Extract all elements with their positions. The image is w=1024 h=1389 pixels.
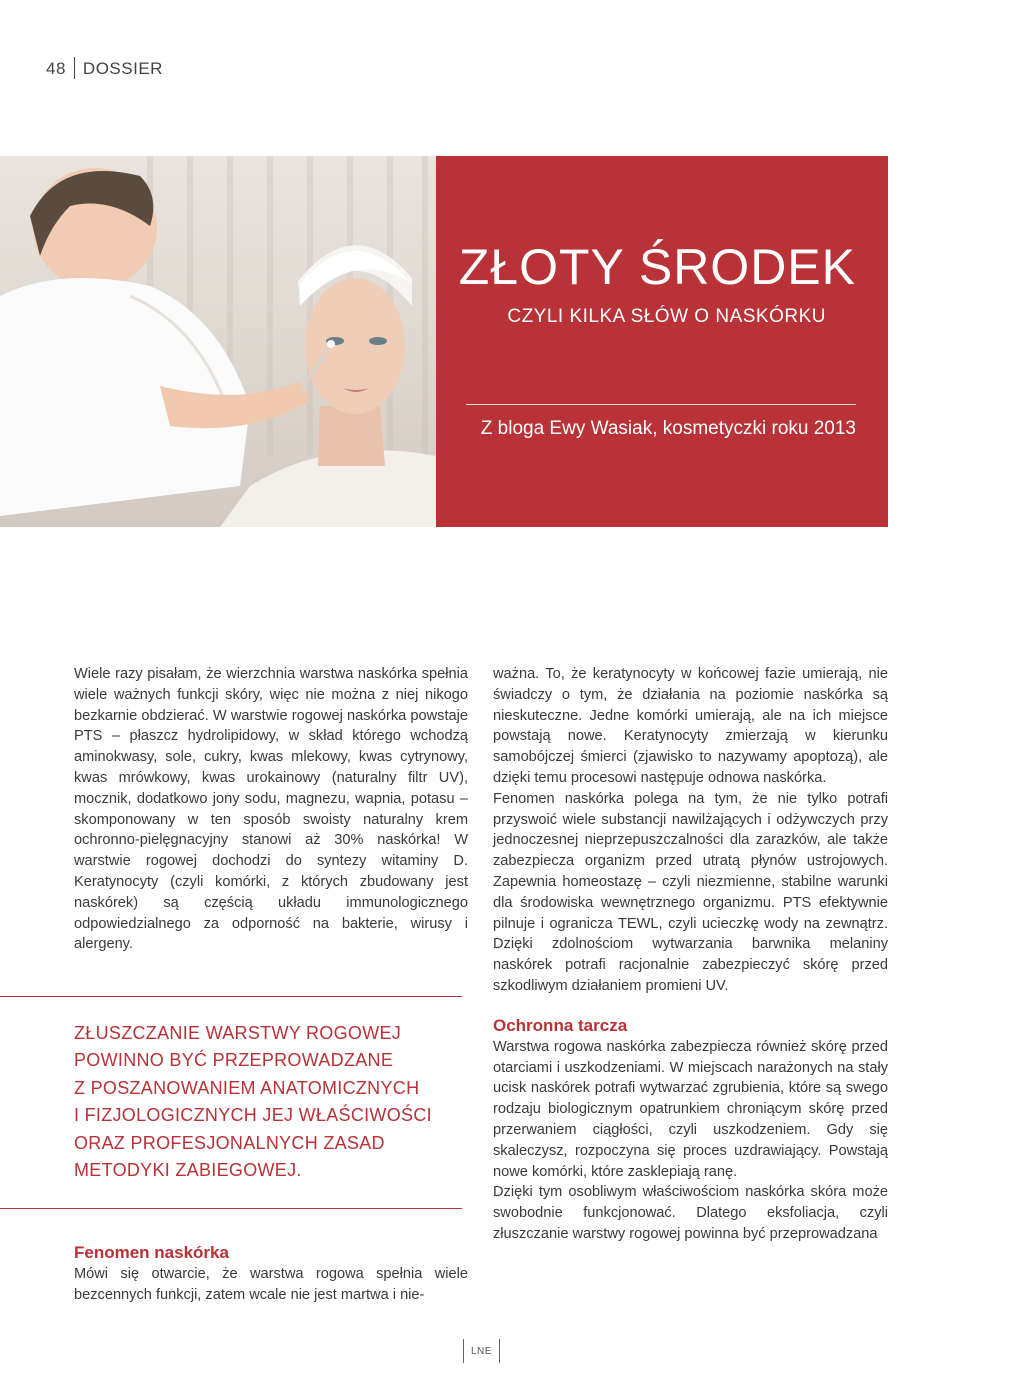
left-column-section	[74, 1242, 468, 1306]
body-paragraph: ważna. To, że keratynocyty w końcowej fazie umierają, nie świadczy o tym, że działania na poziomie naskórka są nieskuteczne. Jedne komórki umierają, ale na ich miejsce powstają nowe. Keratynocyty zmierzają w kierunku samobójczej śmierci (zjawisko to nazywamy apoptozą), ale dzięki temu procesowi następuje odnowa naskórka.	[493, 666, 888, 786]
pull-quote-line: ZŁUSZCZANIE WARSTWY ROGOWEJ	[74, 1023, 402, 1043]
article-subtitle: CZYLI KILKA SŁÓW O NASKÓRKU	[507, 306, 826, 327]
section-heading-fenomen: Fenomen naskórka	[74, 1243, 229, 1262]
pull-quote-bottom-rule	[0, 1208, 462, 1209]
hero-photo	[0, 156, 436, 527]
pull-quote-top-rule	[0, 996, 462, 997]
section-heading-ochronna: Ochronna tarcza	[493, 1015, 628, 1035]
page-header	[46, 57, 163, 79]
article-byline: Z bloga Ewy Wasiak, kosmetyczki roku 2013	[480, 418, 856, 439]
right-column	[493, 664, 888, 1245]
page-number: 48	[46, 59, 66, 78]
section-label: DOSSIER	[82, 59, 163, 78]
banner-divider	[466, 404, 856, 405]
pull-quote-line: Z POSZANOWANIEM ANATOMICZNYCH	[74, 1077, 420, 1098]
cosmetician-treatment-illustration	[0, 156, 436, 527]
pull-quote-line: METODYKI ZABIEGOWEJ.	[74, 1160, 302, 1181]
intro-paragraph: Wiele razy pisałam, że wierzchnia warstwa naskórka spełnia wiele ważnych funkcji skóry, więc nie można z niej nikogo bezkarnie obdzierać. W warstwie rogowej naskórka powstaje PTS – płaszcz hydrolipidowy, w skład którego wchodzą aminokwasy, sole, cukry, kwas mlekowy, kwas cytrynowy, kwas mrówkowy, kwas urokainowy (naturalny filtr UV), mocznik, dodatkowo jony sodu, magnezu, wapnia, potasu – skomponowany w ten sposób swoisty naturalny krem ochronno-pielęgnacyjny stanowi aż 30% naskórka! W warstwie rogowej dochodzi do syntezy witaminy D. Keratynocyty (czyli komórki, z których zbudowany jest naskórek) są częścią układu immunologicznego odpowiedzialnego za odporność na bakterie, wirusy i alergeny.	[74, 666, 468, 953]
header-divider	[74, 57, 75, 79]
footer-divider-right	[499, 1339, 500, 1363]
pull-quote-line: I FIZJOLOGICZNYCH JEJ WŁAŚCIWOŚCI	[74, 1105, 432, 1126]
pull-quote-line: ORAZ PROFESJONALNYCH ZASAD	[74, 1132, 385, 1153]
pull-quote-line: POWINNO BYĆ PRZEPROWADZANE	[74, 1050, 394, 1071]
footer-mark: LNE	[471, 1345, 492, 1357]
pull-quote	[74, 1020, 454, 1184]
body-paragraph: Dzięki tym osobliwym właściwościom naskórka skóra może swobodnie funkcjonować. Dlatego eksfoliacja, czyli złuszczanie warstwy rogowej powinna być przeprowadzana	[493, 1184, 888, 1242]
body-paragraph: Warstwa rogowa naskórka zabezpiecza również skórę przed otarciami i uszkodzeniami. W miejscach narażonych na stały ucisk naskórek potrafi wytwarzać zgrubienia, które są swego rodzaju biologicznym opatrunkiem chroniącym skórę przed przerwaniem ciągłości, czyli uszkodzeniem. Gdy się skaleczysz, rozpoczyna się proces uzdrawiający. Powstają nowe komórki, które zasklepiają ranę.	[493, 1038, 888, 1180]
page-footer	[463, 1339, 500, 1363]
article-title: ZŁOTY ŚRODEK	[458, 239, 856, 295]
body-paragraph: Fenomen naskórka polega na tym, że nie tylko potrafi przyswoić wiele substancji nawilżających i odżywczych przy jednoczesnej nieprzepuszczalności dla zarazków, ale także zabezpiecza organizm przed utratą płynów ustrojowych. Zapewnia homeostazę – czyli niezmienne, stabilne warunki dla środowiska wewnętrznego organizmu. PTS efektywnie pilnuje i ogranicza TEWL, czyli ucieczkę wody na zewnątrz. Dzięki zdolnościom wytwarzania barwnika melaniny naskórek potrafi racjonalnie zabezpieczyć skórę przed szkodliwym działaniem promieni UV.	[493, 790, 888, 994]
section-paragraph: Mówi się otwarcie, że warstwa rogowa spełnia wiele bezcennych funkcji, zatem wcale nie jest martwa i nie-	[74, 1266, 468, 1303]
left-column-intro	[74, 664, 468, 955]
title-banner	[436, 156, 888, 527]
